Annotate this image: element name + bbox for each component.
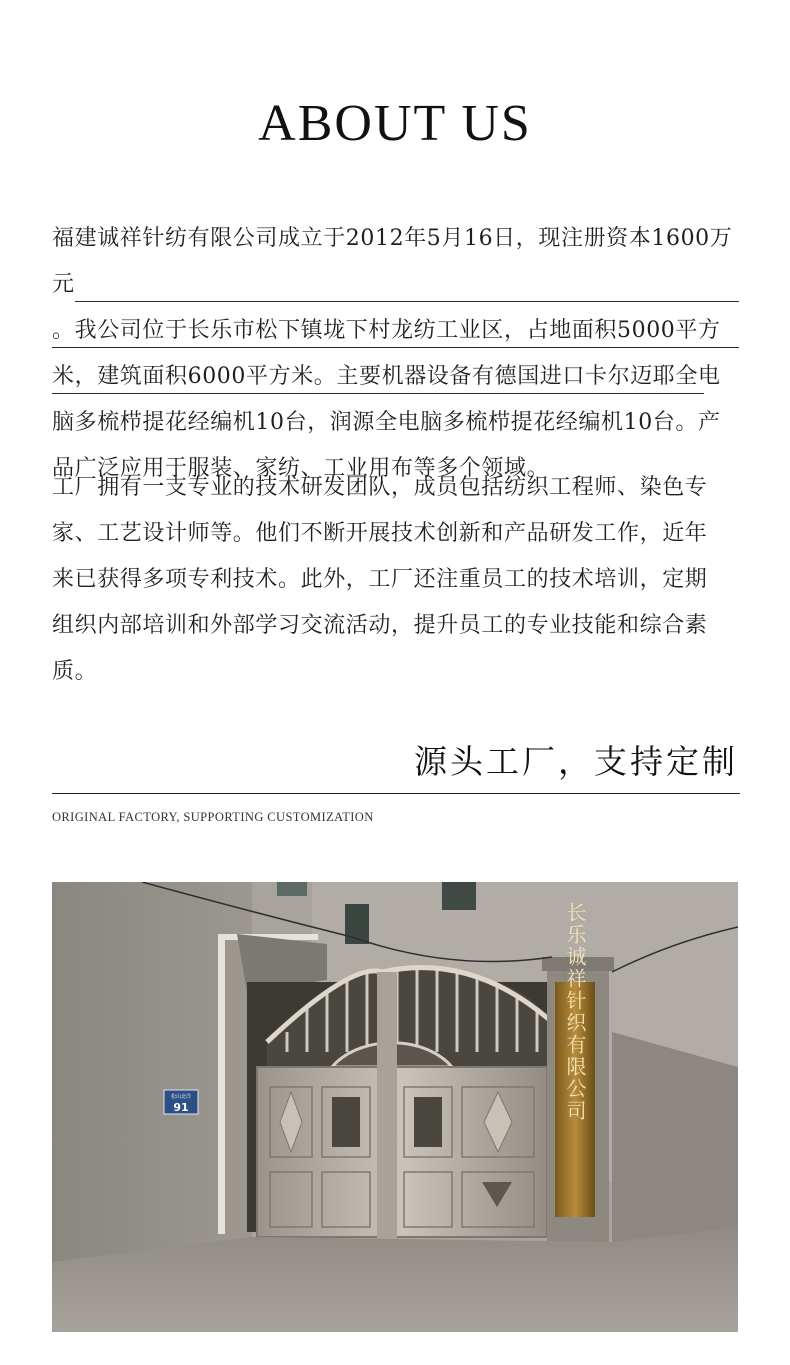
team-paragraph (52, 465, 740, 695)
intro-line: 米，建筑面积6000平方米。主要机器设备有德国进口卡尔迈耶全电 (52, 364, 721, 389)
intro-line: 脑多梳栉提花经编机10台，润源全电脑多梳栉提花经编机10台。产 (52, 410, 721, 435)
house-number: 91 (173, 1101, 189, 1114)
company-sign: 长乐诚祥针织有限公司 (563, 902, 587, 1122)
underline (52, 347, 739, 348)
slogan: 源头工厂，支持定制 (414, 742, 738, 781)
intro-line: 福建诚祥针纺有限公司成立于2012年5月16日，现注册资本1600万元 (52, 226, 733, 297)
intro-line: 品广泛应用于服装、家纺、工业用布等多个领域。 (52, 456, 550, 481)
slogan-english: ORIGINAL FACTORY, SUPPORTING CUSTOMIZATION (52, 810, 374, 824)
underline (52, 393, 704, 394)
team-line: 工厂拥有一支专业的技术研发团队，成员包括纺织工程师、染色专 (52, 475, 708, 500)
underline (75, 301, 739, 302)
team-line: 组织内部培训和外部学习交流活动，提升员工的专业技能和综合素 (52, 613, 708, 638)
factory-gate-photo (52, 882, 738, 1332)
divider (52, 793, 740, 794)
team-line: 质。 (52, 659, 98, 684)
team-line: 来已获得多项专利技术。此外，工厂还注重员工的技术培训，定期 (52, 567, 708, 592)
intro-line: 。我公司位于长乐市松下镇垅下村龙纺工业区，占地面积5000平方 (52, 318, 721, 343)
house-number-street: 松山北洋 (170, 1094, 192, 1100)
page-title: ABOUT US (258, 95, 532, 152)
team-line: 家、工艺设计师等。他们不断开展技术创新和产品研发工作，近年 (52, 521, 708, 546)
company-intro-paragraph (52, 216, 740, 492)
